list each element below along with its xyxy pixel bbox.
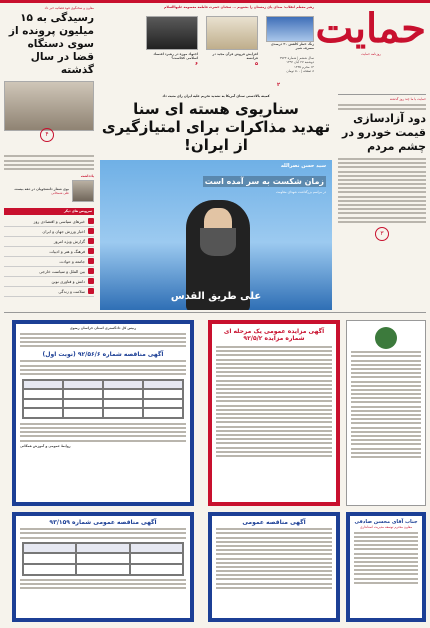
table-cell <box>76 564 129 575</box>
service-item[interactable]: سلامت و زندگی <box>4 287 94 297</box>
table-cell <box>63 408 103 418</box>
issue-line: دوشنبه ۲۷ آبان ۱۳۹۲ <box>286 60 314 65</box>
issue-line: سال ششم | شماره ۲۷۴۴ <box>279 56 314 60</box>
table-cell <box>23 553 76 564</box>
main-headline-2[interactable]: تهدید مذاکرات برای امتیازگیری از ایران! <box>101 118 331 155</box>
tender-3-table <box>22 542 184 576</box>
quote-author: علی شمخانی <box>51 191 69 196</box>
photo-beard <box>200 228 236 256</box>
quote-text: بوی شعار دانشجویان در دهه بیست <box>14 186 69 191</box>
quote-label: یادداشت <box>80 173 94 178</box>
photo-caption-1: سید حسن نصرالله <box>280 163 326 170</box>
table-cell <box>76 543 129 554</box>
obituary-ad[interactable] <box>346 512 426 622</box>
teaser-3[interactable] <box>146 16 198 88</box>
service-item[interactable]: جامعه و حوادث <box>4 257 94 267</box>
bullet-icon <box>88 248 94 254</box>
tender-3-footer <box>16 579 190 589</box>
masthead-logo-block <box>316 6 426 64</box>
table-cell <box>23 399 63 409</box>
bullet-icon <box>88 218 94 224</box>
issue-line: ۱۴ محرم ۱۴۳۵ <box>294 64 314 69</box>
portrait-image <box>146 16 198 50</box>
tender-1-title: آگهی مناقصه شماره ۹۲/۵۶/۶ (نوبت اول) <box>42 351 164 359</box>
top-bar <box>0 0 430 3</box>
table-cell <box>130 564 183 575</box>
masthead-quote: رهبر معظم انقلاب: صدای پای زمستان را بشنویم ... سخنان حضرت فاطمه معصومه علیهاالسلام <box>164 5 314 9</box>
table-cell <box>143 408 183 418</box>
table-cell <box>143 399 183 409</box>
auction-title: آگهی مزایده عمومی یک مرحله ای <box>223 328 325 335</box>
table-cell <box>76 553 129 564</box>
emblem-icon <box>375 327 397 349</box>
right-num-circle: ۳ <box>375 227 389 241</box>
tender-2-title: آگهی مناقصه عمومی <box>242 519 306 526</box>
services-title: سرویس های دیگر <box>4 208 94 214</box>
teaser-title: افزایش فروش قرآن مجید در فرانسه <box>212 52 258 61</box>
tender-1-intro <box>16 333 190 348</box>
tender-1-table <box>22 379 184 419</box>
section-divider <box>4 312 426 313</box>
tender-1-org: روابط عمومی و آموزش همگانی <box>20 443 71 448</box>
auction-body <box>212 346 336 457</box>
notice-ad[interactable] <box>346 320 426 506</box>
teaser-1[interactable] <box>266 16 314 56</box>
masthead-tagline: روزنامه حمایت <box>361 52 381 56</box>
service-item[interactable]: گزارش ویژه امروز <box>4 237 94 247</box>
tender-1-footer-text <box>16 423 190 442</box>
bullet-icon <box>88 278 94 284</box>
tender-1-kicker: رییس کل دادگستری استان خراسان رضوی <box>69 326 137 330</box>
table-cell <box>63 389 103 399</box>
tender-2-body <box>212 528 336 589</box>
service-item[interactable]: خبرهای سیاسی و اقتصادی روز <box>4 217 94 227</box>
photo-banner: علی طریق القدس <box>170 291 262 303</box>
official-photo <box>4 81 94 131</box>
table-cell <box>130 543 183 554</box>
right-kicker: حمایت با ما چند روز گذشته <box>389 97 426 101</box>
photo-caption-2: زمان شکست به سر آمده است <box>204 177 324 187</box>
auction-sub: شماره مزایده ۹۲/۵/۲ <box>243 335 305 342</box>
service-item[interactable]: دانش و فناوری نوین <box>4 277 94 287</box>
author-photo <box>72 180 94 202</box>
tender-1-body <box>16 360 190 375</box>
table-cell <box>23 543 76 554</box>
teaser-num: ۲ <box>276 82 280 88</box>
bullet-icon <box>88 268 94 274</box>
bullet-icon <box>88 228 94 234</box>
teaser-2[interactable] <box>206 16 258 88</box>
teaser-num: ۶ <box>194 60 198 67</box>
table-cell <box>23 380 63 390</box>
service-item[interactable]: فرهنگ و هنر و ادبیات <box>4 247 94 257</box>
main-headline-1[interactable]: سناریوی هسته ای سنا <box>133 100 299 119</box>
main-kicker: کمیته بالادستی سنای آمریکا به تشدید تحریم علیه ایران رای مثبت داد <box>162 94 270 98</box>
table-cell <box>143 380 183 390</box>
teaser-title: زنگ خطر کاهش ۲۰ درصدی مصرف شیر <box>270 42 314 51</box>
table-cell <box>103 399 143 409</box>
quran-image <box>206 16 258 50</box>
bullet-icon <box>88 288 94 294</box>
photo-sub: در مراسم بزرگداشت شهدای مقاومت <box>275 190 326 195</box>
table-cell <box>103 389 143 399</box>
table-cell <box>103 408 143 418</box>
right-body-text <box>338 158 426 223</box>
table-cell <box>23 389 63 399</box>
right-intro-text <box>338 104 426 110</box>
tender-ad-1[interactable] <box>12 320 194 506</box>
quote-block[interactable] <box>4 180 94 202</box>
left-column <box>4 6 94 306</box>
milk-image <box>266 16 314 42</box>
bullet-icon <box>88 238 94 244</box>
auction-ad[interactable] <box>208 320 340 506</box>
left-body-text <box>4 155 94 170</box>
main-story <box>100 94 332 304</box>
table-cell <box>23 408 63 418</box>
table-cell <box>130 553 183 564</box>
left-num-circle: ۴ <box>40 128 54 142</box>
tender-3-body <box>16 528 190 538</box>
service-item[interactable]: بین الملل و سیاست خارجی <box>4 267 94 277</box>
tender-3-title: آگهی مناقصه عمومی شماره ۹۳/۱۵۹ <box>49 519 157 526</box>
masthead-logo: حمایت <box>315 5 426 52</box>
obituary-sub: معاون محترم توسعه مدیریت استانداری <box>359 525 413 529</box>
main-photo <box>100 160 332 310</box>
service-item[interactable]: اخبار ورزش جهان و ایران <box>4 227 94 237</box>
table-cell <box>63 380 103 390</box>
right-column <box>338 94 426 304</box>
obituary-body <box>350 532 422 584</box>
table-cell <box>143 389 183 399</box>
teaser-title: اجتهاد موزه در رهبرد اقتصاد اسلامی کجاست؟ <box>153 52 198 61</box>
tender-ad-2[interactable] <box>208 512 340 622</box>
teaser-num: ۵ <box>254 60 258 67</box>
issue-line: ۸ صفحه | ۵۰۰ تومان <box>286 69 314 74</box>
tender-ad-3[interactable] <box>12 512 194 622</box>
left-caption: معاون و سخنگوی قوه قضائیه خبر داد <box>44 6 94 10</box>
notice-body <box>347 351 425 458</box>
left-headline[interactable]: رسیدگی به ۱۵ میلیون پرونده از سوی دستگاه قضا در سال گذشته <box>8 12 94 77</box>
obituary-title: جناب آقای محسن صادقی <box>354 519 418 525</box>
table-cell <box>63 399 103 409</box>
bullet-icon <box>88 258 94 264</box>
right-headline[interactable]: دود آزادسازی قیمت خودرو در چشم مردم <box>342 111 426 153</box>
table-cell <box>103 380 143 390</box>
table-cell <box>23 564 76 575</box>
services-list <box>4 217 94 297</box>
issue-info <box>274 56 314 88</box>
